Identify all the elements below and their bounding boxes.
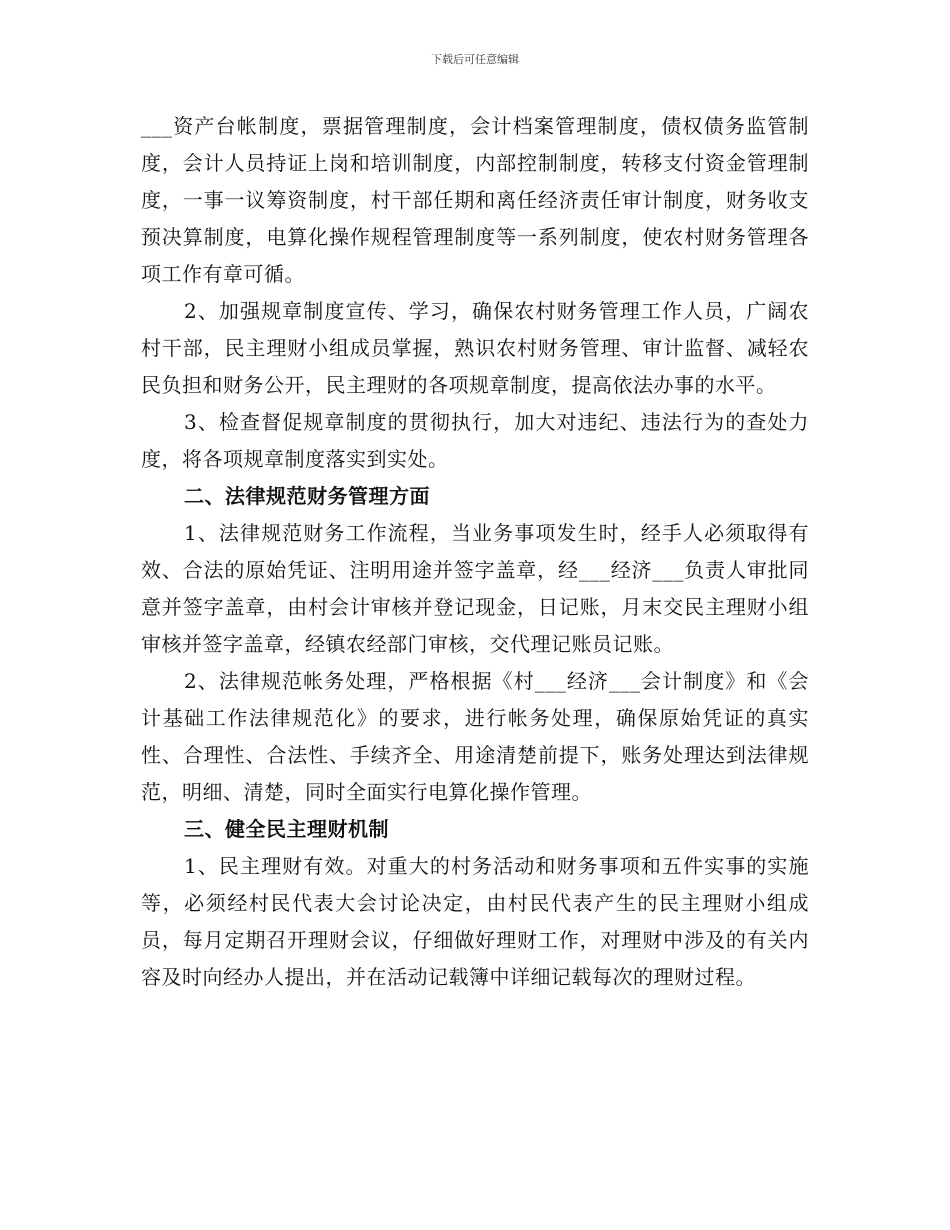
document-body: [141, 108, 809, 996]
section-heading-legal-finance: 二、法律规范财务管理方面: [184, 484, 430, 508]
paragraph-rules-publicity: 2、加强规章制度宣传、学习，确保农村财务管理工作人员，广阔农村干部，民主理财小组成员掌握，熟识农村财务管理、审计监督、减轻农民负担和财务公开，民主理财的各项规章制度，提高依法办事的水平。: [141, 299, 809, 397]
page-header: 下载后可任意编辑: [431, 53, 519, 66]
section-heading-democratic-finance: 三、健全民主理财机制: [184, 817, 389, 841]
paragraph-accounting: 2、法律规范帐务处理，严格根据《村___经济___会计制度》和《会计基础工作法律规范化》的要求，进行帐务处理，确保原始凭证的真实性、合理性、合法性、手续齐全、用途清楚前提下，账务处理达到法律规范，明细、清楚，同时全面实行电算化操作管理。: [141, 669, 809, 804]
paragraph-democratic-finance: 1、民主理财有效。对重大的村务活动和财务事项和五件实事的实施等，必须经村民代表大会讨论决定，由村民代表产生的民主理财小组成员，每月定期召开理财会议，仔细做好理财工作，对理财中涉及的有关内容及时向经办人提出，并在活动记载簿中详细记载每次的理财过程。: [141, 854, 809, 989]
paragraph-rules-enforcement: 3、检查督促规章制度的贯彻执行，加大对违纪、违法行为的查处力度，将各项规章制度落实到实处。: [141, 410, 809, 471]
paragraph-asset-ledger: ___资产台帐制度，票据管理制度，会计档案管理制度，债权债务监管制度，会计人员持证上岗和培训制度，内部控制制度，转移支付资金管理制度，一事一议筹资制度，村干部任期和离任经济责任审计制度，财务收支预决算制度，电算化操作规程管理制度等一系列制度，使农村财务管理各项工作有章可循。: [141, 114, 809, 286]
paragraph-workflow: 1、法律规范财务工作流程，当业务事项发生时，经手人必须取得有效、合法的原始凭证、注明用途并签字盖章，经___经济___负责人审批同意并签字盖章，由村会计审核并登记现金，日记账，月末交民主理财小组审核并签字盖章，经镇农经部门审核，交代理记账员记账。: [141, 521, 809, 656]
